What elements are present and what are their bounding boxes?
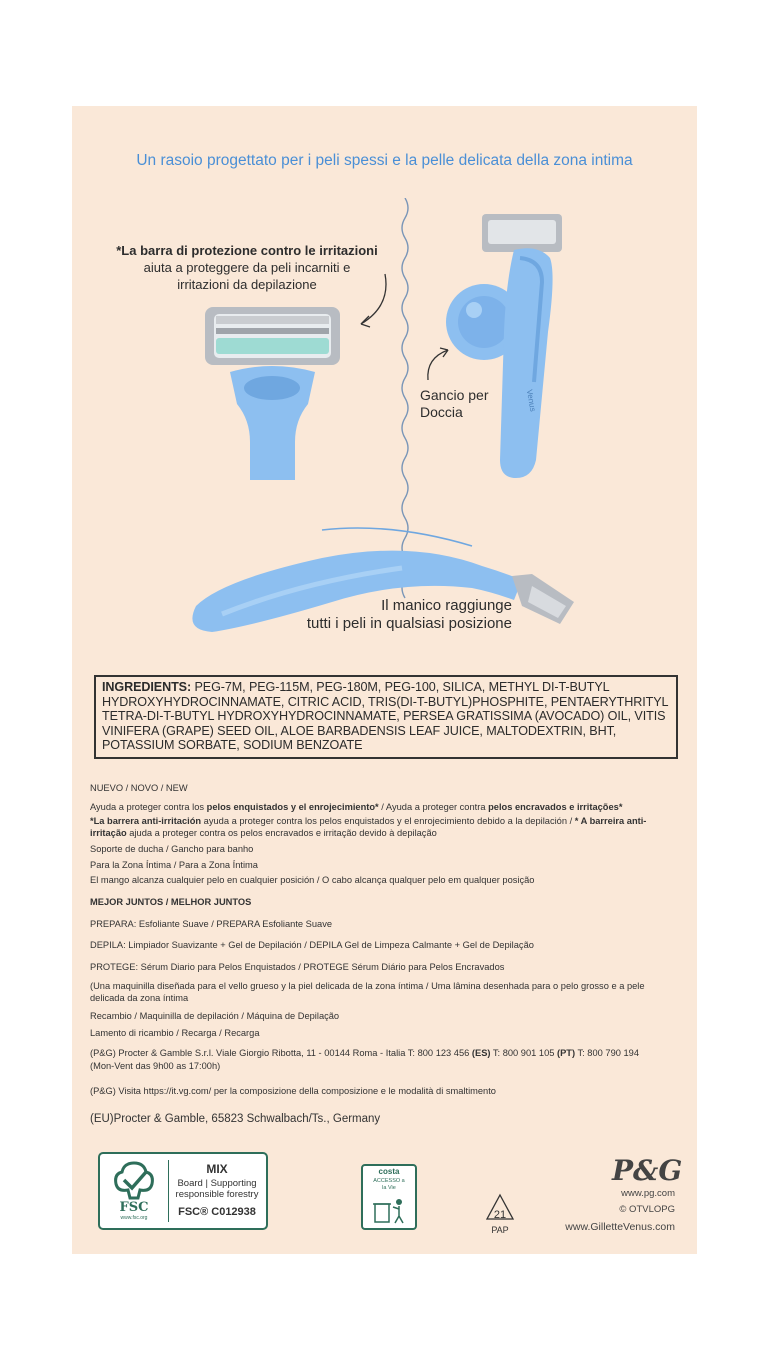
ingredients-label: INGREDIENTS: (102, 680, 192, 694)
pg-address-b: T: 800 901 105 (490, 1048, 557, 1058)
fine-line5: El mango alcanza cualquier pelo en cualquier posición / O cabo alcança qualquer pelo em qualquer posição (90, 875, 535, 885)
razor-handle-vertical-illustration (476, 212, 566, 480)
pg-address-a: (P&G) Procter & Gamble S.r.l. Viale Giorgio Ribotta, 11 - 00144 Roma - Italia T: 800 123 456 (90, 1048, 472, 1058)
pap-number: 21 (493, 1209, 507, 1221)
fsc-logo (98, 1152, 268, 1230)
fine-una: (Una maquinilla diseñada para el vello grueso y la piel delicada de la zona íntima / Uma lâmina desenhada para o pelo grosso e a pele delicada da zona íntima (90, 981, 645, 1003)
package-back-panel (72, 106, 697, 1254)
shower-hook-caption-line2: Doccia (420, 404, 463, 420)
fsc-tiny: www.fsc.org (120, 1215, 148, 1221)
tree-check-icon (110, 1160, 158, 1202)
ingredients-box (94, 675, 678, 759)
fine-pg-hours: (Mon-Vent das 9h00 as 17:00h) (90, 1061, 221, 1071)
fine-visit: (P&G) Visita https://it.vg.com/ per la composizione della composizione e le modalità di smaltimento (90, 1086, 496, 1096)
fine-line2-c: * A barreira anti-irritação (90, 816, 647, 838)
costa-sub-line2: la Vie (382, 1184, 396, 1191)
fine-pg-address (90, 1047, 680, 1059)
costa-title: costa (378, 1167, 400, 1176)
barrier-caption (102, 242, 392, 293)
barrier-caption-line1: aiuta a proteggere da peli incarniti e (143, 260, 351, 275)
shower-hook-caption-line1: Gancio per (420, 387, 489, 403)
fine-line3: Soporte de ducha / Gancho para banho (90, 844, 254, 854)
recycle-bin-icon (371, 1196, 409, 1224)
fsc-sub-line2: responsible forestry (175, 1189, 259, 1200)
pap-label: PAP (491, 1225, 509, 1235)
fine-line1-d: pelos encravados e irritações* (488, 802, 623, 812)
fsc-mix: MIX (206, 1162, 228, 1176)
fine-prepara: PREPARA: Esfoliante Suave / PREPARA Esfoliante Suave (90, 919, 333, 929)
costa-sub (367, 1178, 411, 1191)
handle-caption-line1: Il manico raggiunge (381, 597, 512, 614)
fine-line1-c: / Ayuda a proteger contra (378, 802, 489, 812)
headline: Un rasoio progettato per i peli spessi e la pelle delicata della zona intima (136, 152, 633, 169)
manufacturer-address: (EU)Procter & Gamble, 65823 Schwalbach/Ts., Germany (90, 1113, 381, 1125)
pg-copyright: © OTVLOPG (619, 1204, 675, 1215)
recycling-logo (361, 1164, 417, 1230)
fine-line4: Para la Zona Íntima / Para a Zona Íntima (90, 860, 258, 870)
pg-logo: P&G (612, 1154, 683, 1187)
fsc-sub (172, 1178, 262, 1200)
barrier-caption-line2: irritazioni da depilazione (177, 277, 317, 292)
fine-line2-a: *La barrera anti-irritación (90, 816, 202, 826)
arrow-icon (424, 346, 454, 382)
pg-address-pt: (PT) (557, 1048, 576, 1058)
pg-website: www.pg.com (621, 1188, 675, 1199)
handle-caption-line2: tutti i peli in qualsiasi posizione (306, 615, 512, 632)
razor-brand-mark: Venus (524, 388, 538, 413)
handle-caption (262, 597, 512, 633)
fsc-sub-line1: Board | Supporting (177, 1178, 257, 1189)
fsc-word: FSC (119, 1200, 149, 1215)
fsc-divider (168, 1160, 169, 1222)
pg-address-c: T: 800 790 194 (575, 1048, 640, 1058)
razor-head-illustration (200, 302, 345, 482)
fsc-code: FSC® C012938 (178, 1206, 256, 1218)
ingredients-text: PEG-7M, PEG-115M, PEG-180M, PEG-100, SILICA, METHYL DI-T-BUTYL HYDROXYHYDROCINNAMATE, CITRIC ACID, TRIS(DI-T-BUTYL)PHOSPHITE, PENTAERYTHRITYL TETRA-DI-T-BUTYL HYDROXYHYDROCINNAMATE, PERSEA GRATISSIMA (AVOCADO) OIL, VITIS VINIFERA (GRAPE) SEED OIL, ALOE BARBADENSIS LEAF JUICE, MALTODEXTRIN, BHT, POTASSIUM SORBATE, SODIUM BENZOATE (102, 680, 668, 753)
fine-depila: DEPILA: Limpiador Suavizante + Gel de Depilación / DEPILA Gel de Limpeza Calmante + Gel de Depilação (90, 940, 534, 950)
fine-protege: PROTEGE: Sérum Diario para Pelos Enquistados / PROTEGE Sérum Diário para Pelos Encravados (90, 962, 505, 972)
fine-line2 (90, 815, 680, 839)
pg-address-es: (ES) (471, 1048, 491, 1058)
fine-recambio: Recambio / Maquinilla de depilación / Máquina de Depilação (90, 1011, 340, 1021)
barrier-caption-title: *La barra di protezione contro le irritazioni (116, 243, 378, 258)
gillette-venus-website: www.GilletteVenus.com (565, 1221, 675, 1233)
fine-line1-b: pelos enquistados y el enrojecimiento* (206, 802, 379, 812)
fine-line2-d: ajuda a proteger contra os pelos encravados e irritação devido à depilação (126, 828, 437, 838)
fine-line2-b: ayuda a proteger contra los pelos enquistados y el enrojecimiento debido a la depilación / (201, 816, 575, 826)
fine-lamento: Lamento di ricambio / Recarga / Recarga (90, 1028, 260, 1038)
costa-sub-line1: ACCESSO a (373, 1178, 405, 1184)
fine-new: NUEVO / NOVO / NEW (90, 783, 188, 793)
fine-line1 (90, 801, 680, 813)
fine-better-together: MEJOR JUNTOS / MELHOR JUNTOS (90, 897, 252, 907)
shower-hook-caption (420, 387, 488, 421)
fine-line1-a: Ayuda a proteger contra los (90, 802, 207, 812)
